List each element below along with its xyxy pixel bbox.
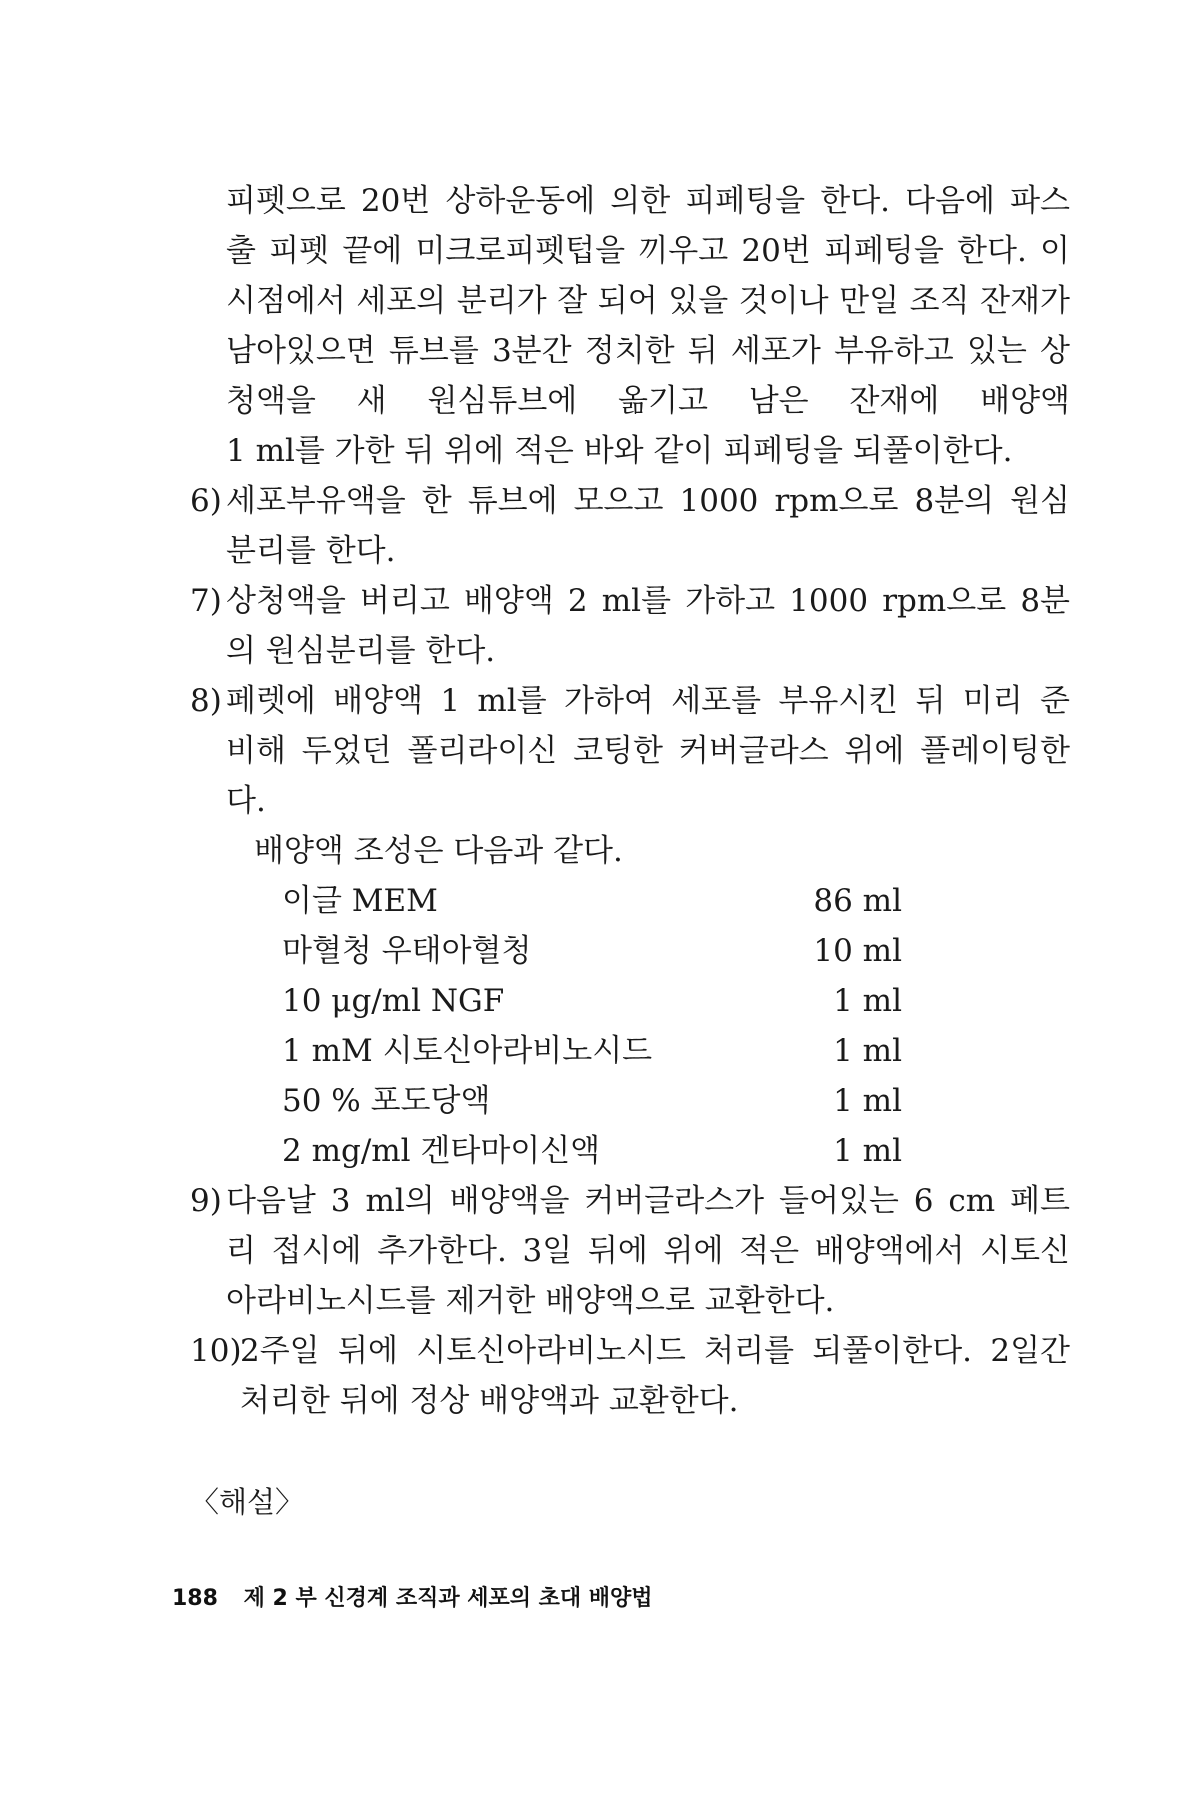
text-line: 출 피펫 끝에 미크로피펫텁을 끼우고 20번 피페팅을 한다. (226, 233, 1027, 269)
component-amount: 1 ml (833, 1083, 902, 1119)
text-line: 1 ml를 가한 뒤 위에 적은 바와 같이 피페팅을 되풀이한다. (226, 433, 1013, 469)
step-9 (190, 1176, 1070, 1326)
text-line: 2주일 뒤에 시토신아라비노시드 처리를 되풀이한다. 2일간 (240, 1333, 1070, 1369)
table-row (282, 926, 902, 976)
text-line: 의 원심분리를 한다. (226, 633, 496, 669)
component-name: 마혈청 우태아혈청 (282, 933, 532, 969)
component-amount: 1 ml (833, 983, 902, 1019)
table-row (282, 1026, 902, 1076)
running-title: 제 2 부 신경계 조직과 세포의 초대 배양법 (243, 1586, 653, 1611)
text-line: 페렛에 배양액 1 ml를 가하여 세포를 부유시킨 뒤 미리 준 (226, 683, 1070, 719)
step-number: 6) (190, 483, 222, 519)
text-line: 다. (226, 783, 266, 819)
component-name: 2 mg/ml 겐타마이신액 (282, 1133, 601, 1169)
table-row (282, 1126, 902, 1176)
component-amount: 1 ml (833, 1133, 902, 1169)
text-line: 다음날 3 ml의 배양액을 커버글라스가 들어있는 6 cm 페트 (226, 1183, 1070, 1219)
page-footer (172, 1584, 653, 1614)
text-line: 있는 상청액을 새 원심튜브에 옮기고 남은 잔재에 배양액 (226, 333, 1071, 419)
text-line: 분리를 한다. (226, 533, 396, 569)
step-number: 9) (190, 1183, 222, 1219)
component-amount: 10 ml (813, 933, 902, 969)
component-amount: 86 ml (813, 883, 902, 919)
step-8 (190, 676, 1070, 826)
component-amount: 1 ml (833, 1033, 902, 1069)
component-name: 50 % 포도당액 (282, 1083, 491, 1119)
text-line: 피펫으로 20번 상하운동에 의한 피페팅을 한다. 다음에 파스 (226, 183, 1070, 219)
text-line: 세포부유액을 한 튜브에 모으고 1000 rpm으로 8분의 원심 (226, 483, 1070, 519)
table-row (282, 876, 902, 926)
text-line: 잔재가 남아있으면 튜브를 3분간 정치한 뒤 세포가 부유하고 (226, 283, 1070, 369)
step-number: 10) (190, 1333, 242, 1369)
page-number: 188 (172, 1586, 218, 1611)
step-6 (190, 476, 1070, 576)
step-number: 7) (190, 583, 222, 619)
medium-composition-table (282, 876, 902, 1176)
component-name: 이글 MEM (282, 883, 438, 919)
text-line: 상청액을 버리고 배양액 2 ml를 가하고 1000 rpm으로 8분 (226, 583, 1070, 619)
medium-intro: 배양액 조성은 다음과 같다. (254, 833, 623, 869)
commentary-heading: 〈해설〉 (190, 1485, 305, 1519)
step-10 (190, 1326, 1070, 1426)
component-name: 1 mM 시토신아라비노시드 (282, 1033, 653, 1069)
continued-paragraph (190, 176, 1070, 476)
table-row (282, 976, 902, 1026)
step-7 (190, 576, 1070, 676)
table-row (282, 1076, 902, 1126)
text-line: 아라비노시드를 제거한 배양액으로 교환한다. (226, 1283, 835, 1319)
text-line: 비해 두었던 폴리라이신 코팅한 커버글라스 위에 플레이팅한 (226, 733, 1070, 769)
text-line: 처리한 뒤에 정상 배양액과 교환한다. (240, 1383, 739, 1419)
text-line: 리 접시에 추가한다. 3일 뒤에 위에 적은 배양액에서 시토신 (226, 1233, 1070, 1269)
text-line: 이 시점에서 세포의 분리가 잘 되어 있을 것이나 만일 조직 (226, 233, 1070, 319)
component-name: 10 μg/ml NGF (282, 983, 505, 1019)
body-text (190, 176, 1070, 1426)
step-number: 8) (190, 683, 222, 719)
